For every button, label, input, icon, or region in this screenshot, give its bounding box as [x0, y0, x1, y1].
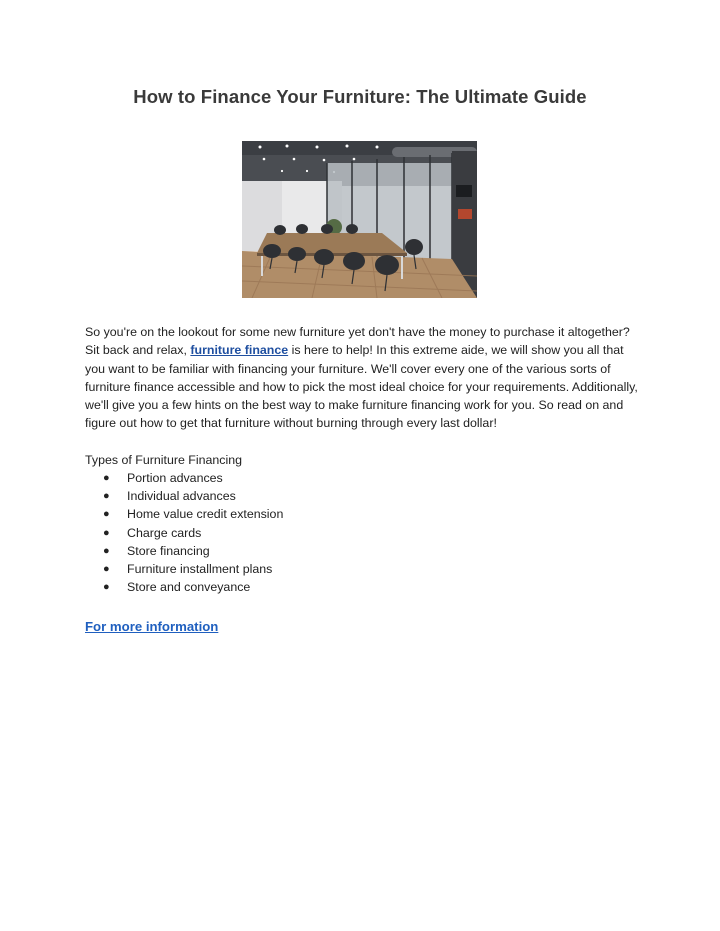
- list-item: [85, 542, 283, 560]
- bullet-icon: ●: [103, 508, 110, 521]
- list-item: [85, 469, 283, 487]
- bullet-icon: ●: [103, 490, 110, 503]
- types-list: [85, 469, 283, 596]
- list-item: [85, 524, 283, 542]
- list-item-label: Home value credit extension: [127, 507, 284, 522]
- types-heading: Types of Furniture Financing: [85, 453, 243, 467]
- list-item: [85, 560, 283, 578]
- list-item-label: Store financing: [127, 543, 210, 558]
- bullet-icon: ●: [103, 581, 110, 594]
- list-item: [85, 505, 283, 523]
- list-item-label: Charge cards: [127, 525, 202, 540]
- page-title: How to Finance Your Furniture: The Ultimate Guide: [133, 86, 587, 107]
- bullet-icon: ●: [103, 544, 110, 557]
- intro-text-end: is here to help! In this extreme aide, we will show you all that you want to be familiar with financing your furniture. We'll cover every one of the various sorts of furniture finance accessible and how to pick the most ideal choice for your requirements. Additionally, we'll give you a few hints on the best way to make furniture financing work for you. So read on and figure out how to get that furniture without burning through every last dollar!: [85, 343, 638, 431]
- furniture-finance-link[interactable]: furniture finance: [190, 343, 289, 358]
- list-item: [85, 578, 283, 596]
- intro-paragraph: [85, 323, 640, 433]
- list-item-label: Individual advances: [127, 489, 236, 504]
- conference-room-photo: [242, 141, 477, 298]
- more-information-link[interactable]: For more information: [85, 619, 219, 634]
- bullet-icon: ●: [103, 526, 110, 539]
- list-item-label: Furniture installment plans: [127, 562, 273, 577]
- bullet-icon: ●: [103, 563, 110, 576]
- list-item: [85, 487, 283, 505]
- bullet-icon: ●: [103, 472, 110, 484]
- list-item-label: Portion advances: [127, 471, 223, 485]
- intro-text-start: So you're on the lookout for some new furniture yet don't have the money to purchase it altogether? Sit back and relax,: [85, 325, 630, 358]
- list-item-label: Store and conveyance: [127, 580, 251, 595]
